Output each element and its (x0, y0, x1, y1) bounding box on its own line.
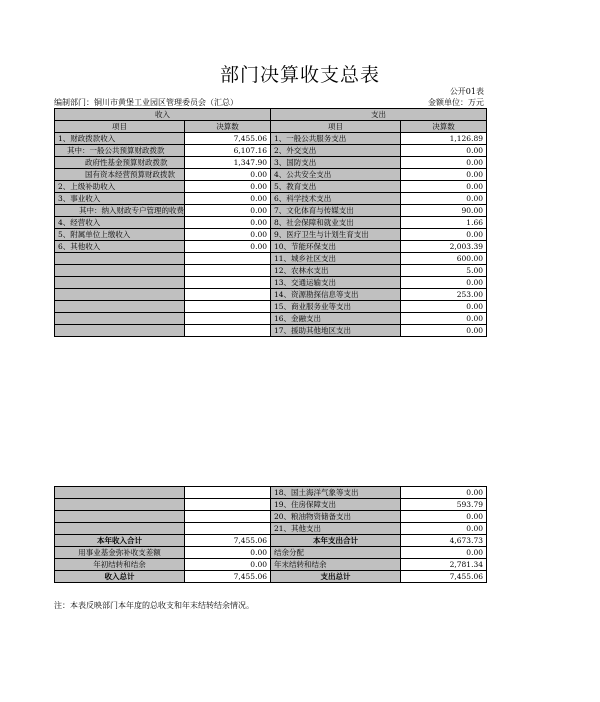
unit-label: 金额单位：万元 (428, 98, 484, 107)
table-row (55, 313, 487, 325)
income-label: 6、其他收入 (55, 241, 185, 253)
expense-label: 7、文化体育与传媒支出 (271, 205, 401, 217)
expense-value: 0.00 (401, 313, 487, 325)
expense-header: 支出 (271, 109, 487, 121)
income-value: 7,455.06 (185, 133, 271, 145)
table-row (55, 301, 487, 313)
expense-label: 1、一般公共服务支出 (271, 133, 401, 145)
income-total-value: 7,455.06 (185, 535, 271, 547)
income-value: 0.00 (185, 547, 271, 559)
table-row (55, 277, 487, 289)
income-label: 2、上级补助收入 (55, 181, 185, 193)
expense-value: 593.79 (401, 499, 487, 511)
table-row (55, 253, 487, 265)
income-label (55, 265, 185, 277)
header-info-line (54, 97, 484, 108)
expense-label: 5、教育支出 (271, 181, 401, 193)
table-row (55, 511, 487, 523)
expense-value: 0.00 (401, 145, 487, 157)
table-row (55, 145, 487, 157)
section-header-row (55, 109, 487, 121)
income-value: 0.00 (185, 559, 271, 571)
footnote: 注：本表反映部门本年度的总收支和年末结转结余情况。 (54, 601, 254, 610)
income-label (55, 499, 185, 511)
income-label: 4、经营收入 (55, 217, 185, 229)
expense-label: 14、资源勘探信息等支出 (271, 289, 401, 301)
expense-label: 9、医疗卫生与计划生育支出 (271, 229, 401, 241)
income-label: 政府性基金预算财政拨款 (55, 157, 185, 169)
income-label: 用事业基金弥补收支差额 (55, 547, 185, 559)
table-row (55, 325, 487, 337)
income-value (185, 289, 271, 301)
income-value (185, 511, 271, 523)
expense-label: 2、外交支出 (271, 145, 401, 157)
expense-label: 21、其他支出 (271, 523, 401, 535)
income-label (55, 253, 185, 265)
income-value (185, 499, 271, 511)
expense-value: 2,003.39 (401, 241, 487, 253)
table-row (55, 193, 487, 205)
expense-label: 15、商业服务业等支出 (271, 301, 401, 313)
expense-label: 16、金融支出 (271, 313, 401, 325)
expense-value: 0.00 (401, 277, 487, 289)
expense-label: 17、援助其他地区支出 (271, 325, 401, 337)
income-value: 6,107.16 (185, 145, 271, 157)
table-row (55, 205, 487, 217)
income-label: 5、附属单位上缴收入 (55, 229, 185, 241)
expense-label: 4、公共安全支出 (271, 169, 401, 181)
table-row (55, 241, 487, 253)
income-label: 年初结转和结余 (55, 559, 185, 571)
income-total-label: 本年收入合计 (55, 535, 185, 547)
income-label: 1、财政拨款收入 (55, 133, 185, 145)
income-value: 0.00 (185, 205, 271, 217)
expense-value: 0.00 (401, 181, 487, 193)
table-row (55, 559, 487, 571)
expense-value: 1,126.89 (401, 133, 487, 145)
income-value: 0.00 (185, 169, 271, 181)
total-row (55, 535, 487, 547)
income-grand-total-label: 收入总计 (55, 571, 185, 583)
expense-total-value: 4,673.73 (401, 535, 487, 547)
expense-value: 90.00 (401, 205, 487, 217)
table-row (55, 523, 487, 535)
table-row (55, 499, 487, 511)
summary-table-top (54, 108, 487, 337)
expense-value: 0.00 (401, 547, 487, 559)
income-value: 0.00 (185, 193, 271, 205)
income-label (55, 523, 185, 535)
income-value (185, 313, 271, 325)
expense-label: 8、社会保障和就业支出 (271, 217, 401, 229)
table-row (55, 181, 487, 193)
income-value: 0.00 (185, 217, 271, 229)
income-label: 国有资本经营预算财政拨款 (55, 169, 185, 181)
expense-value: 0.00 (401, 169, 487, 181)
income-value (185, 523, 271, 535)
expense-label: 18、国土海洋气象等支出 (271, 487, 401, 499)
expense-value: 2,781.34 (401, 559, 487, 571)
expense-value: 1.66 (401, 217, 487, 229)
expense-value: 0.00 (401, 523, 487, 535)
expense-label: 12、农林水支出 (271, 265, 401, 277)
income-value (185, 325, 271, 337)
table-row (55, 133, 487, 145)
table-row (55, 487, 487, 499)
expense-value: 0.00 (401, 487, 487, 499)
expense-value: 0.00 (401, 301, 487, 313)
income-value: 1,347.90 (185, 157, 271, 169)
income-label (55, 511, 185, 523)
income-value: 0.00 (185, 241, 271, 253)
expense-value: 0.00 (401, 325, 487, 337)
table-row (55, 547, 487, 559)
expense-value: 600.00 (401, 253, 487, 265)
expense-value: 0.00 (401, 157, 487, 169)
income-value (185, 487, 271, 499)
income-grand-total-value: 7,455.06 (185, 571, 271, 583)
income-label: 其中：一般公共预算财政拨款 (55, 145, 185, 157)
table-row (55, 229, 487, 241)
income-label (55, 289, 185, 301)
income-value (185, 265, 271, 277)
income-label (55, 487, 185, 499)
income-value: 0.00 (185, 181, 271, 193)
income-label: 其中：纳入财政专户管理的收费 (55, 205, 185, 217)
expense-total-label: 本年支出合计 (271, 535, 401, 547)
table-row (55, 217, 487, 229)
summary-table-bottom (54, 486, 487, 583)
expense-label: 3、国防支出 (271, 157, 401, 169)
income-item-header: 项目 (55, 121, 185, 133)
expense-label: 年末结转和结余 (271, 559, 401, 571)
expense-grand-total-value: 7,455.06 (401, 571, 487, 583)
page-title: 部门决算收支总表 (219, 64, 380, 86)
income-header: 收入 (55, 109, 271, 121)
income-amount-header: 决算数 (185, 121, 271, 133)
column-header-row (55, 121, 487, 133)
expense-value: 0.00 (401, 511, 487, 523)
expense-value: 253.00 (401, 289, 487, 301)
org-label: 编制部门：铜川市黄堡工业园区管理委员会（汇总） (54, 98, 238, 107)
income-value: 0.00 (185, 229, 271, 241)
expense-label: 20、粮油物资储备支出 (271, 511, 401, 523)
income-label (55, 313, 185, 325)
expense-item-header: 项目 (271, 121, 401, 133)
expense-amount-header: 决算数 (401, 121, 487, 133)
income-value (185, 301, 271, 313)
income-value (185, 253, 271, 265)
table-row (55, 265, 487, 277)
grand-total-row (55, 571, 487, 583)
expense-label: 19、住房保障支出 (271, 499, 401, 511)
income-label (55, 325, 185, 337)
form-code: 公开01表 (449, 87, 484, 96)
expense-label: 结余分配 (271, 547, 401, 559)
expense-label: 10、节能环保支出 (271, 241, 401, 253)
expense-label: 13、交通运输支出 (271, 277, 401, 289)
expense-value: 5.00 (401, 265, 487, 277)
table-row (55, 157, 487, 169)
expense-label: 11、城乡社区支出 (271, 253, 401, 265)
expense-label: 6、科学技术支出 (271, 193, 401, 205)
expense-value: 0.00 (401, 229, 487, 241)
expense-value: 0.00 (401, 193, 487, 205)
table-row (55, 289, 487, 301)
income-value (185, 277, 271, 289)
income-label (55, 301, 185, 313)
income-label (55, 277, 185, 289)
income-label: 3、事业收入 (55, 193, 185, 205)
table-row (55, 169, 487, 181)
expense-grand-total-label: 支出总计 (271, 571, 401, 583)
